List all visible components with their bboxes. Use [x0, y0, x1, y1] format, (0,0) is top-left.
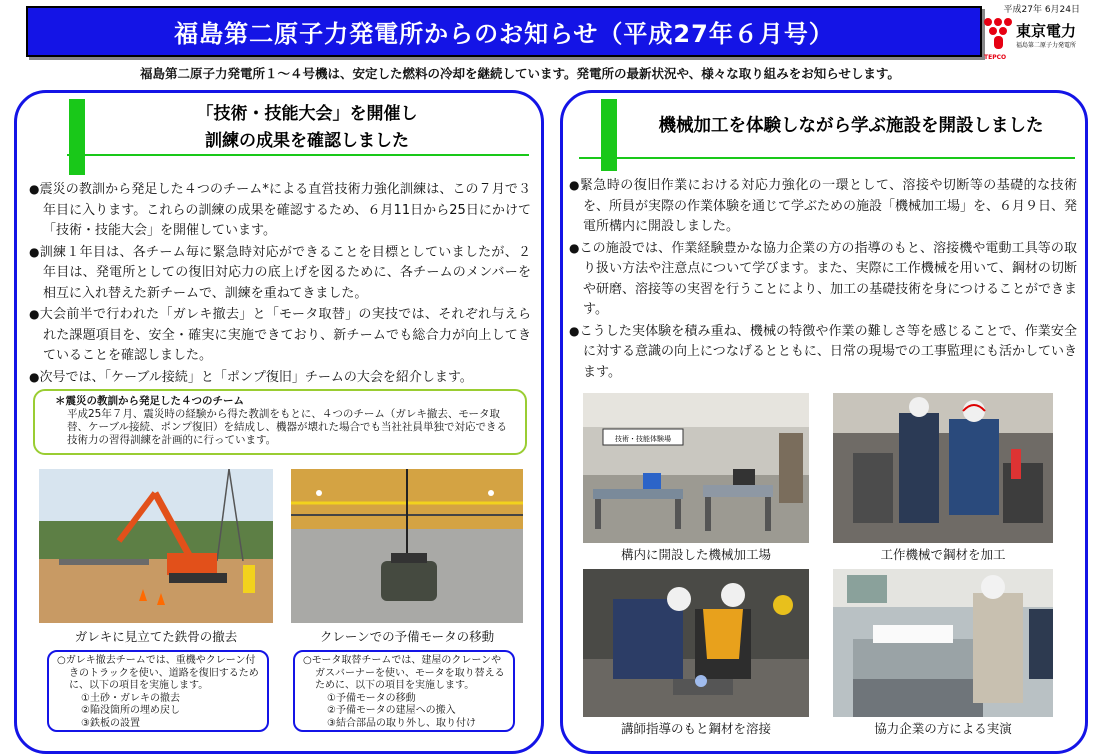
- left-article-panel: [14, 90, 544, 754]
- bullet-item: ● 大会前半で行われた「ガレキ撤去」と「モータ取替」の実技では、それぞれ与えられた課題項目を、安全・確実に実施できており、新チームでも総合力が向上してきていることを確認しました。: [29, 304, 531, 367]
- welding-photo: [583, 569, 809, 717]
- footnote-body: 平成25年７月、震災時の経験から得た教訓をもとに、４つのチーム（ガレキ撤去、モータ取替、ケーブル接続、ポンプ復旧）を結成し、機器が壊れた場合でも当社社員単独で対応できる技術力の習得訓練を計画的に行っています。: [67, 408, 508, 446]
- bullet-item: ● この施設では、作業経験豊かな協力企業の方の指導のもと、溶接機や電動工具等の取り扱い方法や注意点について学びます。また、実際に工作機械を用いて、鋼材の切断や研磨、溶接等の実習を行うことにより、加工の基礎技術を身につけることができます。: [569, 238, 1077, 321]
- right-article-panel: [560, 90, 1088, 754]
- rubble-team-description: ○ガレキ撤去チームでは、重機やクレーン付きのトラックを使い、道路を復旧するために、以下の項目を実施します。: [57, 655, 259, 691]
- crane-motor-photo: [291, 469, 523, 623]
- title-accent-bar: [601, 99, 617, 171]
- right-article-title: 機械加工を体験しながら学ぶ施設を開設しました: [658, 116, 1044, 136]
- motor-team-item: ①予備モータの移動: [327, 692, 416, 704]
- demonstration-photo: [833, 569, 1053, 717]
- excavator-photo: [39, 469, 273, 623]
- bullet-item: ● 震災の教訓から発足した４つのチーム*による直営技術力強化訓練は、この７月で３年目に入ります。これらの訓練の成果を確認するため、６月11日から25日にかけて「技術・技能大会」を開催しています。: [29, 179, 531, 242]
- bullet-item: ● 緊急時の復旧作業における対応力強化の一環として、溶接や切断等の基礎的な技術を、所員が実際の作業体験を通じて学ぶための施設「機械加工場」を、６月９日、発電所構内に開設しました。: [569, 175, 1077, 238]
- logo-station-name: 福島第二原子力発電所: [1016, 42, 1077, 49]
- bullet-item: ● 次号では、「ケーブル接続」と「ポンプ復旧」チームの大会を紹介します。: [29, 367, 531, 389]
- motor-team-item: ③結合部品の取り外し、取り付け: [327, 717, 476, 729]
- crane-motor-photo-caption: クレーンでの予備モータの移動: [319, 629, 495, 644]
- machining-photo-caption: 工作機械で鋼材を加工: [880, 547, 1006, 562]
- page-subtitle: 福島第二原子力発電所１～４号機は、安定した燃料の冷却を継続しています。発電所の最新状況や、様々な取り組みをお知らせします。: [140, 66, 900, 81]
- logo-tepco-text: TEPCO: [984, 54, 1007, 61]
- demonstration-photo-caption: 協力企業の方による実演: [874, 721, 1012, 736]
- right-bullet-list: [569, 175, 1077, 383]
- left-title-line-2: 訓練の成果を確認しました: [205, 131, 409, 151]
- motor-team-item: ②予備モータの建屋への搬入: [327, 705, 456, 716]
- bullet-item: ● こうした実体験を積み重ね、機械の特徴や作業の難しさ等を感じることで、作業安全に対する意識の向上につなげるとともに、日常の現場での工事監理にも活かしていきます。: [569, 321, 1077, 384]
- bullet-item: ● 訓練１年目は、各チーム毎に緊急時対応ができることを目標としていましたが、２年目は、発電所としての復旧対応力の底上げを図るために、各チームのメンバーを相互に入れ替えた新チームで、訓練を重ねてきました。: [29, 242, 531, 305]
- welding-photo-caption: 講師指導のもと鋼材を溶接: [620, 721, 771, 736]
- footnote-title: ＊震災の教訓から発足した４つのチーム: [55, 395, 244, 407]
- motor-team-description: ○モータ取替チームでは、建屋のクレーンやガスバーナーを使い、モータを取り替えるために、以下の項目を実施します。: [303, 655, 505, 691]
- rubble-team-item: ②陥没箇所の埋め戻し: [81, 705, 180, 716]
- newsletter-title: 福島第二原子力発電所からのお知らせ（平成27年６月号）: [174, 20, 834, 48]
- tepco-logo-mark-icon: [984, 18, 1012, 52]
- team-footnote-box: [33, 389, 527, 455]
- issue-date: 平成27年 6月24日: [1003, 5, 1080, 15]
- motor-team-info-box: [293, 650, 515, 732]
- left-title-line-1: 「技術・技能大会」を開催し: [196, 104, 418, 124]
- workshop-photo-caption: 構内に開設した機械加工場: [620, 547, 771, 562]
- newsletter-title-banner: [26, 6, 982, 57]
- rubble-team-item: ①土砂・ガレキの撤去: [81, 692, 180, 704]
- rubble-team-info-box: [47, 650, 269, 732]
- workshop-sign: 技術・技能体験場: [615, 435, 671, 443]
- left-bullet-list: [29, 179, 531, 388]
- logo-company-name: 東京電力: [1016, 22, 1077, 40]
- left-article-title: [107, 101, 507, 155]
- tepco-logo: [984, 18, 1094, 62]
- workshop-photo: [583, 393, 809, 543]
- rubble-team-item: ③鉄板の設置: [81, 717, 140, 729]
- title-underline: [579, 157, 1075, 159]
- title-accent-bar: [69, 99, 85, 175]
- excavator-photo-caption: ガレキに見立てた鉄骨の撤去: [74, 629, 238, 644]
- machining-photo: [833, 393, 1053, 543]
